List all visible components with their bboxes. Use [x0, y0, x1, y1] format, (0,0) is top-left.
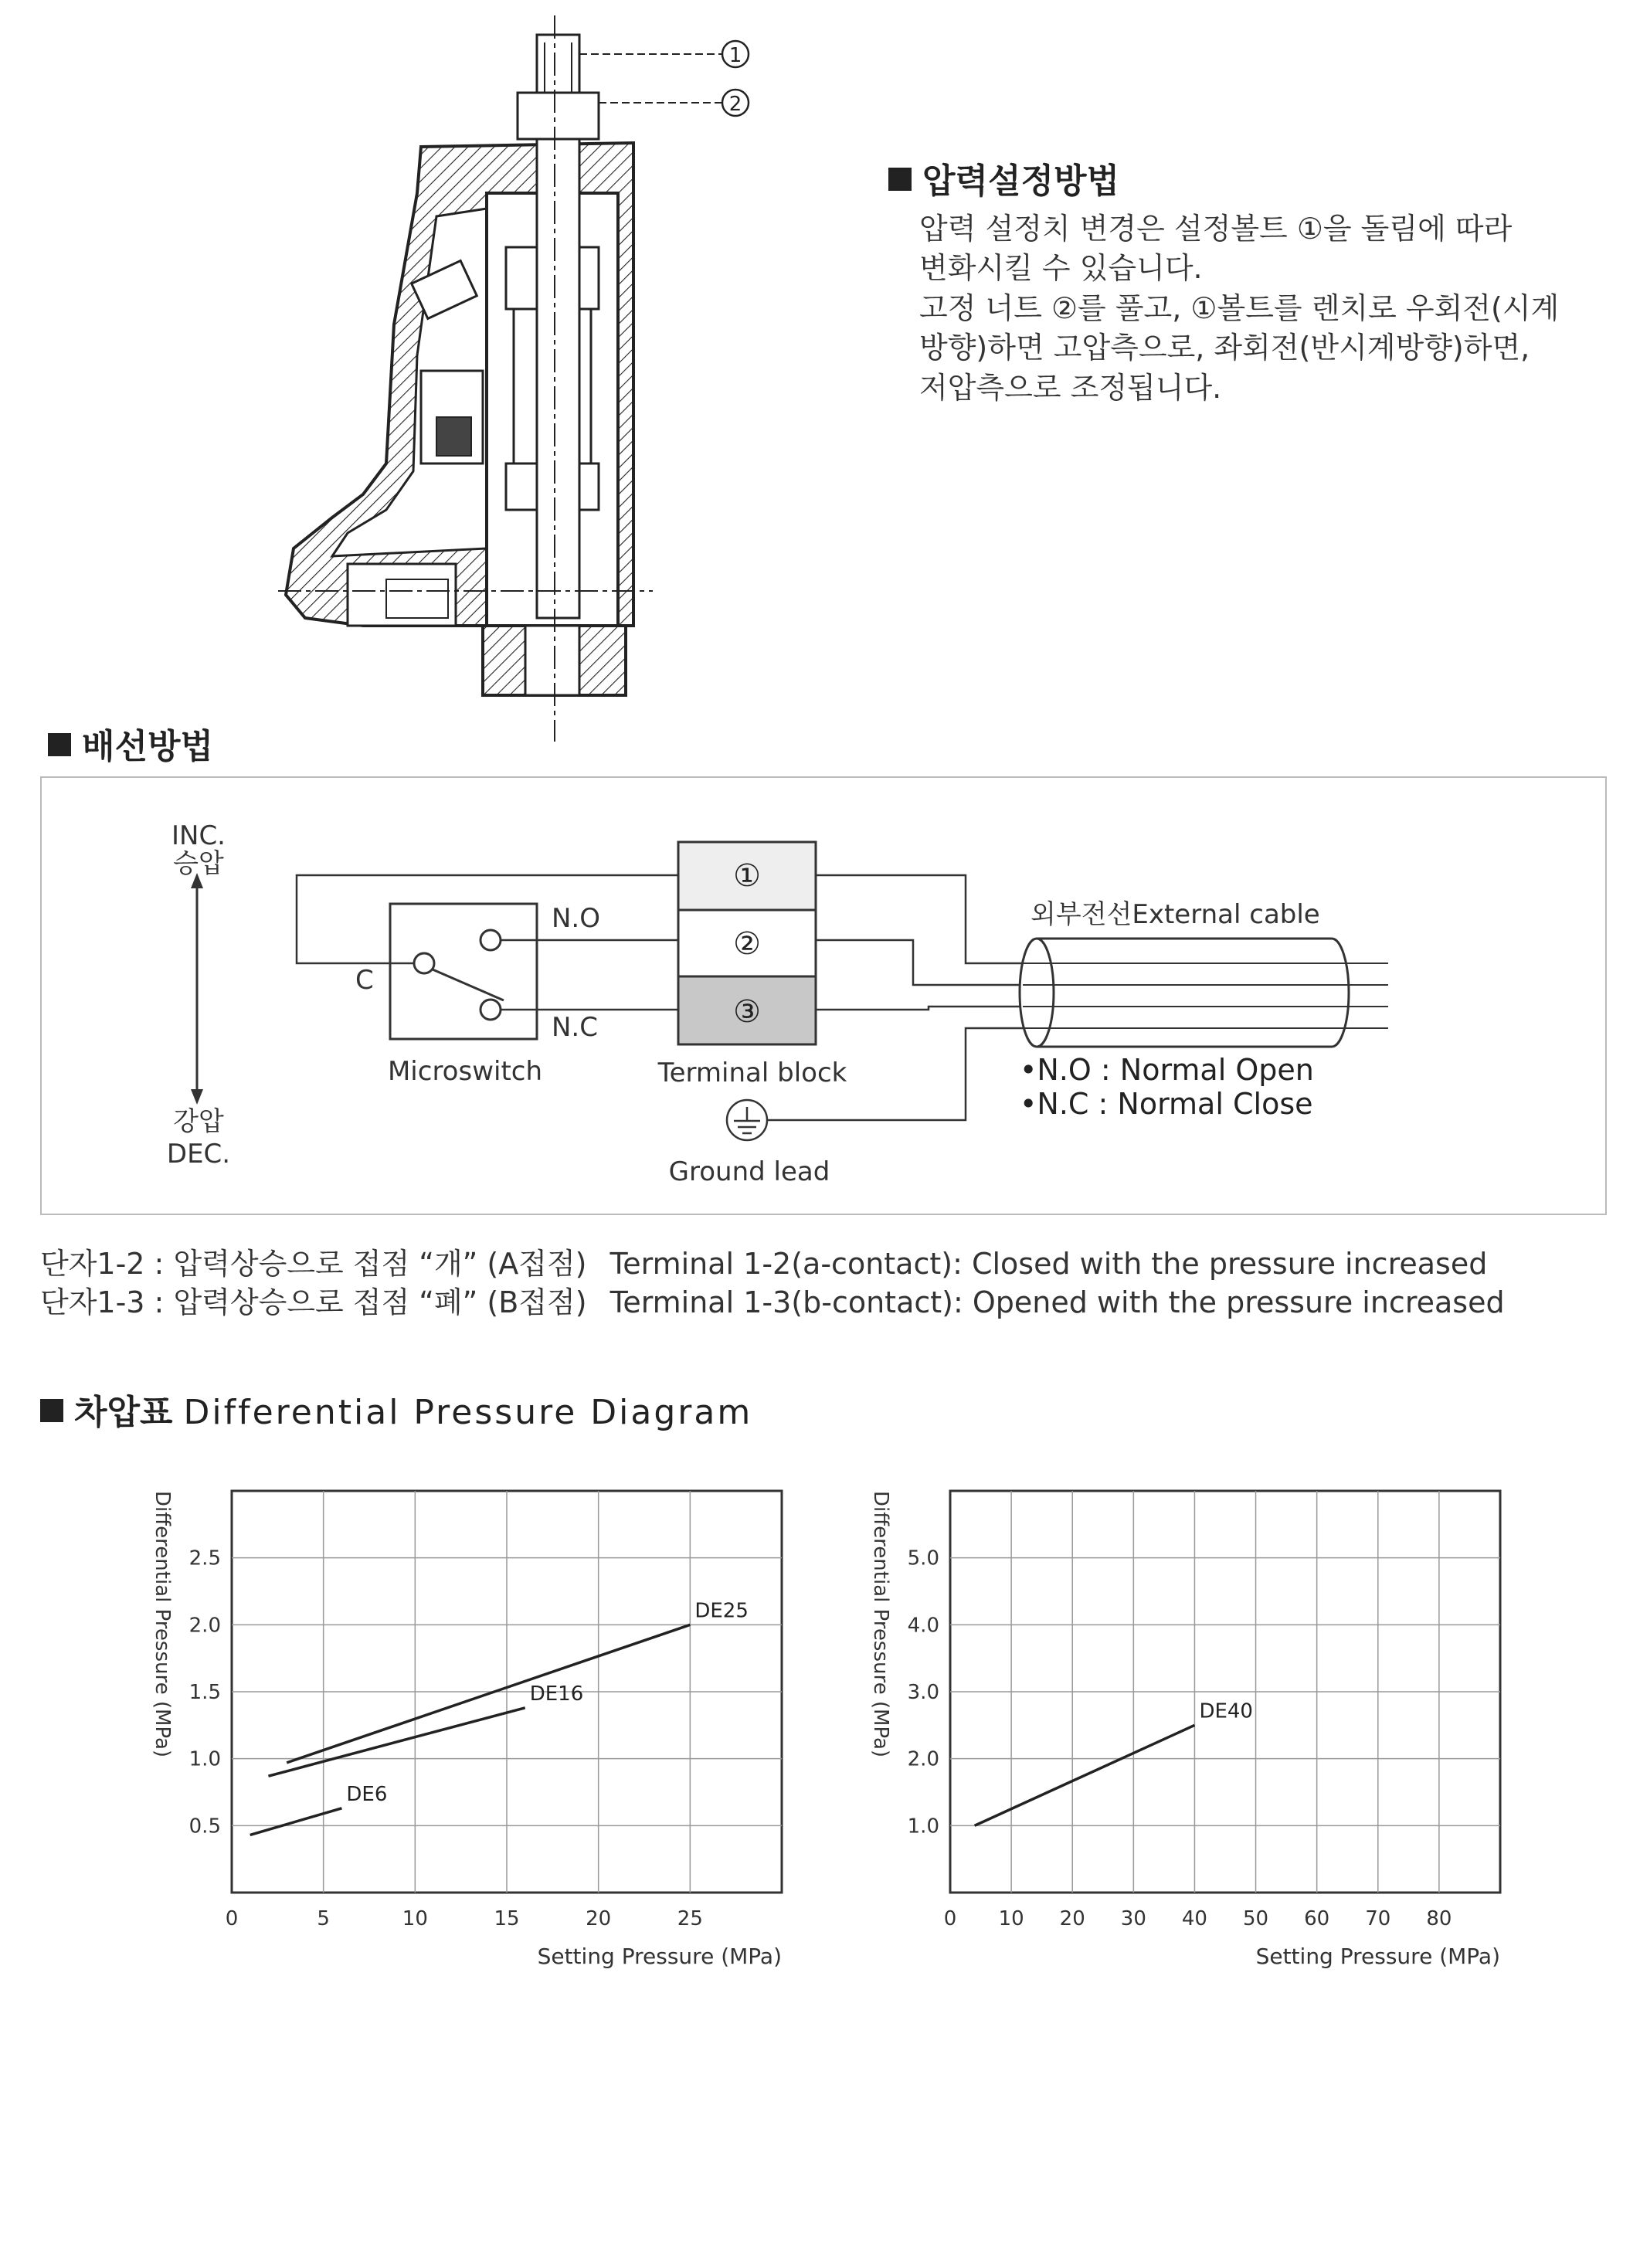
terminal-note — [40, 1278, 1505, 1321]
series-label-de25: DE25 — [694, 1599, 749, 1623]
pressure-setting-line: 방향)하면 고압측으로, 좌회전(반시계방향)하면, — [919, 331, 1530, 365]
bullet-square-icon — [40, 1399, 63, 1422]
pressure-setting-line: 저압측으로 조정됩니다. — [919, 371, 1222, 405]
pressure-setting-line: 고정 너트 ②를 풀고, ①볼트를 렌치로 우회전(시계 — [919, 291, 1560, 325]
x-tick-label: 25 — [677, 1907, 703, 1930]
x-tick-label: 40 — [1181, 1907, 1207, 1930]
terminal-note — [40, 1240, 1487, 1282]
x-axis-label: Setting Pressure (MPa) — [537, 1944, 782, 1969]
x-tick-label: 80 — [1426, 1907, 1452, 1930]
pressure-setting-line: 압력 설정치 변경은 설정볼트 ①을 돌림에 따라 — [919, 212, 1513, 246]
external-cable-label: 외부전선External cable — [1031, 899, 1320, 930]
nc-label: N.C — [552, 1012, 598, 1043]
terminal-2-label: ② — [733, 926, 761, 962]
terminal-3-label: ③ — [733, 994, 761, 1030]
series-label-de40: DE40 — [1199, 1699, 1253, 1723]
differential-pressure-chart-right — [857, 1468, 1553, 1978]
terminal-1-label: ① — [733, 858, 761, 894]
x-tick-label: 20 — [1059, 1907, 1085, 1930]
differential-pressure-chart-left — [139, 1468, 834, 1978]
no-label: N.O — [552, 903, 601, 934]
terminal-note-en: Terminal 1-3(b-contact): Opened with the pressure increased — [609, 1285, 1505, 1319]
x-axis-label: Setting Pressure (MPa) — [1255, 1944, 1500, 1969]
wiring-diagram — [40, 776, 1607, 1215]
svg-text:2: 2 — [728, 93, 742, 116]
wiring-title: 배선방법 — [48, 718, 213, 768]
pressure-setting-line: 변화시킬 수 있습니다. — [919, 251, 1203, 285]
y-tick-label: 2.0 — [188, 1614, 221, 1638]
x-tick-label: 0 — [943, 1907, 957, 1930]
y-axis-label: Differential Pressure (MPa) — [869, 1491, 892, 1758]
y-axis-label: Differential Pressure (MPa) — [151, 1491, 174, 1758]
inc-label: INC. — [171, 820, 226, 851]
x-tick-label: 70 — [1365, 1907, 1391, 1930]
y-tick-label: 0.5 — [188, 1815, 221, 1839]
x-tick-label: 30 — [1120, 1907, 1146, 1930]
inc-ko-label: 승압 — [173, 848, 224, 879]
x-tick-label: 10 — [998, 1907, 1024, 1930]
valve-cross-section-drawing — [232, 15, 819, 757]
x-tick-label: 15 — [494, 1907, 520, 1930]
y-tick-label: 2.5 — [188, 1547, 221, 1570]
terminal-block-label: Terminal block — [657, 1058, 847, 1088]
dec-label: DEC. — [166, 1139, 231, 1170]
bullet-square-icon — [48, 733, 71, 756]
diagram-title: 차압표 Differential Pressure Diagram — [40, 1384, 752, 1434]
y-tick-label: 5.0 — [907, 1547, 939, 1570]
terminal-note-ko: 단자1-2 : 압력상승으로 접점 “개” (A접점) — [40, 1247, 587, 1281]
x-tick-label: 10 — [402, 1907, 428, 1930]
series-label-de6: DE6 — [346, 1782, 388, 1806]
legend-no: •N.O : Normal Open — [1020, 1053, 1314, 1087]
x-tick-label: 5 — [317, 1907, 330, 1930]
y-tick-label: 1.0 — [907, 1815, 939, 1839]
ground-lead-label: Ground lead — [668, 1156, 830, 1187]
x-tick-label: 50 — [1243, 1907, 1269, 1930]
pressure-setting-title: 압력설정방법 — [888, 153, 1119, 202]
microswitch-label: Microswitch — [387, 1056, 543, 1087]
terminal-note-ko: 단자1-3 : 압력상승으로 접점 “폐” (B접점) — [40, 1285, 587, 1319]
bullet-square-icon — [888, 168, 912, 191]
x-tick-label: 0 — [225, 1907, 239, 1930]
y-tick-label: 1.5 — [188, 1681, 221, 1704]
series-label-de16: DE16 — [529, 1682, 584, 1706]
dec-ko-label: 강압 — [173, 1106, 224, 1137]
y-tick-label: 2.0 — [907, 1747, 939, 1771]
y-tick-label: 1.0 — [188, 1747, 221, 1771]
x-tick-label: 60 — [1304, 1907, 1330, 1930]
terminal-note-en: Terminal 1-2(a-contact): Closed with the pressure increased — [609, 1247, 1488, 1281]
y-tick-label: 4.0 — [907, 1614, 939, 1638]
svg-text:1: 1 — [728, 44, 742, 67]
c-label: C — [355, 965, 374, 996]
y-tick-label: 3.0 — [907, 1681, 939, 1704]
legend-nc: •N.C : Normal Close — [1020, 1087, 1313, 1121]
x-tick-label: 20 — [586, 1907, 612, 1930]
